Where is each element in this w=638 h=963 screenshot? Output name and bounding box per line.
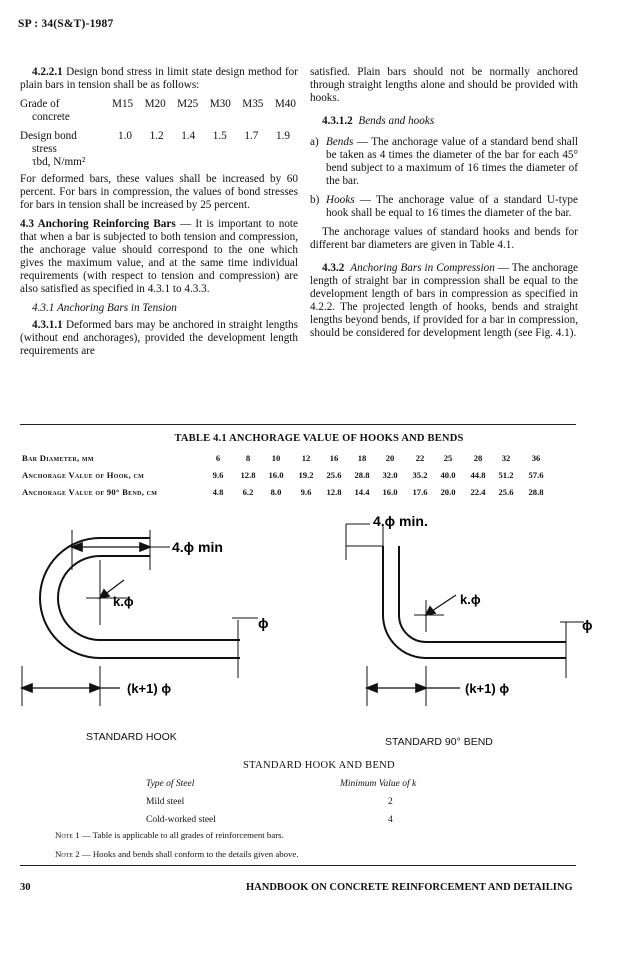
para-4-2-2-1 [20,66,298,92]
table-cell: 6.2 [242,487,254,497]
table-cell: 20.0 [440,487,456,497]
table-cell: 9.6 [212,470,224,480]
list-item-hooks: b) Hooks — The anchorage value of a standard U-type hook shall be equal to 16 times the diameter of the bar. [310,194,578,219]
bend-bottom-label: (k+1) ϕ [465,681,510,696]
heading-4-3-1: 4.3.1 Anchoring Bars in Tension [32,302,177,314]
section-number: 4.2.2.1 [32,66,63,78]
bond-label: Design bond stress τbd, N/mm² [20,130,86,168]
hook-caption: STANDARD HOOK [86,731,177,743]
table-top-rule [20,424,576,425]
row-label: Anchorage Value of Hook, cm [22,470,145,480]
table-cell: 28 [473,453,483,463]
right-column [310,66,578,344]
standard-bend-drawing [346,524,584,706]
list-item-bends: a) Bends — The anchorage value of a standard bend shall be taken as 4 times the diameter of the bar for each 45° bend subject to a maximum of 16 times the diameter of the bar. [310,136,578,187]
page-bottom-rule [20,865,576,866]
table-cell: 6 [215,453,221,463]
heading-4-3-1-2: 4.3.1.2 Bends and hooks [322,115,435,127]
table-cell: 35.2 [412,470,428,480]
k-table-title: STANDARD HOOK AND BEND [243,760,395,771]
table-cell: 10 [271,453,281,463]
table-cell: 12 [301,453,311,463]
table-cell: 9.6 [300,487,312,497]
para-table-ref: The anchorage values of standard hooks and bends for different bar diameters are given in Table 4.1. [310,226,578,251]
table-cell: 28.8 [354,470,370,480]
table-cell: 57.6 [528,470,544,480]
col-header-steel: Type of Steel [146,779,195,789]
para-4-3-1-1: 4.3.1.1 Deformed bars may be anchored in straight lengths (without end anchorages), provided the development length requirements are [20,319,298,357]
standard-hook-drawing [22,530,258,706]
bend-caption: STANDARD 90° BEND [385,736,493,748]
para-satisfied: satisfied. Plain bars should not be normally anchored through straight lengths alone and should be provided with hooks. [310,66,578,104]
bond-stress-row [20,130,298,169]
table-cell: 36 [531,453,541,463]
table-cell: 8.0 [270,487,282,497]
bend-radius-label: k.ϕ [460,592,481,607]
note-2: Note 2 — Hooks and bends shall conform to the details given above. [55,849,299,859]
table-cell: 22 [415,453,425,463]
table-cell: 16 [329,453,339,463]
table-cell: 12.8 [240,470,256,480]
table-cell: 25.6 [326,470,342,480]
para-4-3: 4.3 Anchoring Reinforcing Bars — It is important to note that when a bar is subjected to both tension and compression, the anchorage value should correspond to the one which gives the maximum value, and at the same time individual requirements (with respect to tension and compression) are also satisfied as specified in 4.3.1 to 4.3.3. [20,218,299,295]
row-label: Bar Diameter, mm [22,453,94,463]
table-cell: 40.0 [440,470,456,480]
table-cell: 14.4 [354,487,370,497]
bend-top-label: 4.ϕ min. [373,513,428,529]
table-cell: 44.8 [470,470,486,480]
footer-title: HANDBOOK ON CONCRETE REINFORCEMENT AND DETAILING [246,882,573,893]
grade-label: Grade of concrete [20,98,70,123]
col-header-k: Minimum Value of k [340,779,417,789]
table-cell: 32.0 [382,470,398,480]
row-label: Anchorage Value of 90° Bend, cm [22,487,158,497]
bond-values: 1.0 1.2 1.4 1.5 1.7 1.9 [118,130,290,142]
grade-row [20,98,298,124]
table-cell: 32 [501,453,511,463]
para-4-3-2: 4.3.2 Anchoring Bars in Compression — The anchorage length of straight bar in compression shall be equal to the development length of bars in compression as specified in 4.2.2. The projected length of hooks, bends and straight lengths beyond bends, if provided for a bar in compression, should be considered for development length (see Fig. 4.1). [310,262,579,339]
table-cell: 8 [245,453,251,463]
bend-hook-list [310,136,578,220]
table-cell: 51.2 [498,470,514,480]
table-cell: 16.0 [268,470,284,480]
hook-top-label: 4.ϕ min [172,539,223,555]
table-cell: 22.4 [470,487,486,497]
table-cell: 19.2 [298,470,314,480]
para-text: Design bond stress in limit state design method for plain bars in tension shall be as follows: [20,66,298,91]
hook-bottom-label: (k+1) ϕ [127,681,172,696]
table-cell: 16.0 [382,487,398,497]
note-1: Note 1 — Table is applicable to all grades of reinforcement bars. [55,830,284,840]
figure-4-1 [0,500,638,760]
table-cell: 17.6 [412,487,428,497]
para-deformed-bars: For deformed bars, these values shall be increased by 60 percent. For bars in compression, the values of bond stresses for bars in tension shall be increased by 25 percent. [20,173,298,211]
page-number: 30 [20,882,31,893]
table-cell: 4.8 [212,487,224,497]
page-header: SP : 34(S&T)-1987 [18,18,114,30]
grade-values: M15 M20 M25 M30 M35 M40 [112,98,296,110]
left-column [20,66,298,362]
hook-radius-label: k.ϕ [113,594,134,609]
hook-phi-label: ϕ [258,615,269,631]
table-cell: 28.8 [528,487,544,497]
table-cell: 20 [385,453,395,463]
section-heading: 4.3 Anchoring Reinforcing Bars [20,218,176,230]
table-title: TABLE 4.1 ANCHORAGE VALUE OF HOOKS AND BENDS [174,433,464,444]
table-cell: 25.6 [498,487,514,497]
table-cell: 25 [443,453,453,463]
table-cell: 12.8 [326,487,342,497]
table-cell: 18 [357,453,367,463]
bend-phi-label: ϕ [582,617,593,633]
